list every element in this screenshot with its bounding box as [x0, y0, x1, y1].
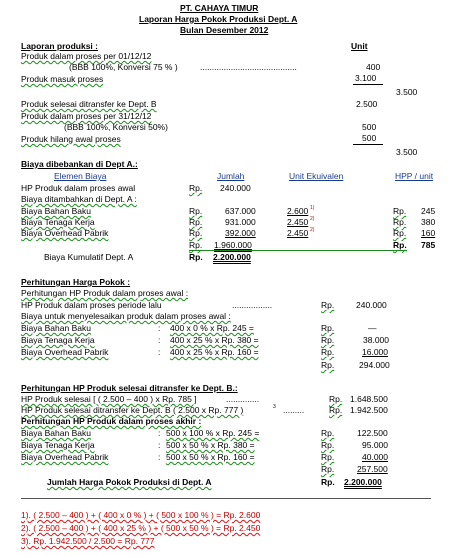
rule — [189, 250, 407, 251]
calc-total: 294.000 — [359, 360, 390, 370]
rp: Rp. — [393, 206, 407, 216]
grand-total-value: 2.200.000 — [344, 477, 382, 487]
report-period: Bulan Desember 2012 — [180, 25, 269, 35]
transfer-row-expr: 500 x 50 % x Rp. 380 = — [166, 440, 255, 450]
colon: : — [158, 428, 161, 438]
footnote: 3). Rp. 1.942.500 / 2.500 = Rp. 777 — [21, 536, 155, 546]
cost-row-hpp: 245 — [421, 206, 436, 216]
calc-row-expr: 400 x 0 % x Rp. 245 = — [170, 323, 254, 333]
calc-row-label: Biaya Tenaga Kerja — [21, 335, 95, 345]
transferred-value: 2.500 — [356, 99, 378, 109]
rp: Rp. — [189, 240, 203, 250]
wip-end-value: 500 — [362, 122, 377, 132]
cost-row-label: Biaya Bahan Baku — [21, 206, 91, 216]
rp: Rp. — [393, 217, 407, 227]
transfer-line1-value: 1.648.500 — [350, 394, 388, 404]
colon: : — [158, 335, 161, 345]
transfer-row-label: Biaya Tenaga Kerja — [21, 440, 95, 450]
col-units: Unit Ekuivalen — [289, 171, 344, 181]
production-heading: Laporan produksi : — [21, 41, 98, 51]
calc-row-label: Biaya Bahan Baku — [21, 323, 91, 333]
rp: Rp. — [321, 477, 335, 487]
transfer-line2: HP Produk selesai ditransfer ke Dept. B ( 2.500 x Rp. 777 ) — [21, 405, 244, 415]
calc-row-value: 16.000 — [362, 347, 388, 357]
unit-header: Unit — [351, 41, 368, 51]
col-total: Jumlah — [217, 171, 245, 181]
calc-row-expr: 400 x 25 % x Rp. 160 = — [170, 347, 259, 357]
transfer-line2-value: 1.942.500 — [350, 405, 388, 415]
rp: Rp. — [189, 206, 203, 216]
cost-row-units: 2.600 — [287, 206, 309, 216]
lost-value: 500 — [362, 133, 377, 143]
calc-row-value: — — [368, 323, 377, 333]
rp: Rp. — [321, 335, 335, 345]
cost-row-hpp: 380 — [421, 217, 436, 227]
colon: : — [158, 323, 161, 333]
cost-row-units: 2.450 — [287, 228, 309, 238]
rp: Rp. — [189, 228, 203, 238]
dots: ................. — [232, 300, 273, 310]
calc-heading: Perhitungan Harga Pokok : — [21, 277, 131, 287]
cost-row-hpp: 160 — [421, 228, 436, 238]
rule — [353, 84, 383, 85]
wip-end-detail: (BBB 100%, Konversi 50%) — [64, 122, 168, 132]
rp: Rp. — [189, 183, 203, 193]
rp: Rp. — [321, 464, 335, 474]
wip-begin-value: 400 — [366, 62, 381, 72]
rp: Rp. — [393, 228, 407, 238]
transfer-row-label: Biaya Bahan Baku — [21, 428, 91, 438]
total-output: 3.500 — [396, 147, 418, 157]
rp: Rp. — [321, 452, 335, 462]
calc-row-expr: 400 x 25 % x Rp. 380 = — [170, 335, 259, 345]
entered-value: 3.100 — [355, 73, 377, 83]
report-title: Laporan Harga Pokok Produksi Dept. A — [139, 14, 298, 24]
dots: ......... — [283, 405, 305, 415]
col-hpp: HPP / unit — [395, 171, 434, 181]
transfer-row-value: 122.500 — [357, 428, 388, 438]
divider — [21, 498, 431, 499]
transferred-label: Produk selesai ditransfer ke Dept. B — [21, 99, 157, 109]
dots: .............. — [226, 394, 260, 404]
cumulative-label: Biaya Kumulatif Dept. A — [44, 252, 134, 262]
subtotal-value: 1.960.000 — [214, 240, 252, 250]
transfer-row-expr: 500 x 50 % x Rp. 160 = — [166, 452, 255, 462]
cost-row-units: 2.450 — [287, 217, 309, 227]
cost-row-amount: 931.000 — [225, 217, 256, 227]
grand-total-label: Jumlah Harga Pokok Produksi di Dept. A — [47, 477, 212, 487]
rp: Rp. — [189, 252, 203, 262]
entered-label: Produk masuk proses — [21, 74, 104, 84]
colon: : — [158, 347, 161, 357]
rp: Rp. — [189, 217, 203, 227]
company-name: PT. CAHAYA TIMUR — [180, 3, 259, 13]
rp: Rp. — [393, 240, 407, 250]
transfer-row-expr: 500 x 100 % x Rp. 245 = — [166, 428, 260, 438]
cost-row-amount: 392.000 — [225, 228, 256, 238]
rp: Rp. — [321, 428, 335, 438]
rp: Rp. — [321, 347, 335, 357]
calc-row-value: 38.000 — [363, 335, 389, 345]
added-label: Biaya ditambahkan di Dept. A : — [21, 194, 137, 204]
wip-begin-label: Produk dalam proses per 01/12/12 — [21, 51, 152, 61]
note-ref: 2) — [310, 216, 315, 222]
cost-row-label: Biaya Overhead Pabrik — [21, 228, 109, 238]
cost-row-label: Biaya Tenaga Kerja — [21, 217, 95, 227]
wip-begin-detail: (BBB 100%, Konversi 75 % ) — [69, 62, 178, 72]
rp: Rp. — [321, 360, 335, 370]
footnote: 1). ( 2.500 – 400 ) + ( 400 x 0 % ) + ( 500 x 100 % ) = Rp. 2.600 — [21, 510, 261, 520]
transfer-row-value: 95.000 — [362, 440, 388, 450]
colon: : — [158, 452, 161, 462]
rp: Rp. — [329, 405, 343, 415]
transfer-line1: HP Produk selesai [ ( 2.500 – 400 ) x Rp. 785 ] — [21, 394, 197, 404]
calc-line2: Biaya untuk menyelesaikan produk dalam proses awal : — [21, 311, 231, 321]
dots: ......................................... — [200, 62, 297, 72]
note-ref: 2) — [310, 227, 315, 233]
hp-wip-value: 240.000 — [220, 183, 251, 193]
rp: Rp. — [321, 323, 335, 333]
footnote: 2). ( 2.500 – 400 ) + ( 400 x 25 % ) + ( 500 x 50 % ) = Rp. 2.450 — [21, 523, 261, 533]
transfer-sub: Perhitungan HP Produk dalam proses akhir : — [21, 416, 202, 426]
wip-end-label: Produk dalam proses per 31/12/12 — [21, 111, 152, 121]
calc-sub1: Perhitungan HP Produk dalam proses awal : — [21, 288, 189, 298]
rule — [353, 144, 383, 145]
calc-line1-value: 240.000 — [356, 300, 387, 310]
note-ref: 1) — [310, 205, 315, 211]
hpp-total: 785 — [421, 240, 436, 250]
colon: : — [158, 440, 161, 450]
col-element: Elemen Biaya — [54, 171, 107, 181]
transfer-subtotal: 257.500 — [357, 464, 388, 474]
note-ref: 3 — [273, 404, 276, 410]
cumulative-value: 2.200.000 — [213, 252, 251, 262]
costs-heading: Biaya dibebankan di Dept A.: — [21, 159, 138, 169]
cost-row-amount: 637.000 — [225, 206, 256, 216]
total-input: 3.500 — [396, 87, 418, 97]
transfer-row-value: 40.000 — [362, 452, 388, 462]
hp-wip-label: HP Produk dalam proses awal — [21, 183, 136, 193]
lost-label: Produk hilang awal proses — [21, 134, 121, 144]
calc-line1: HP Produk dalam proses periode lalu — [21, 300, 162, 310]
rp: Rp. — [321, 300, 335, 310]
transfer-row-label: Biaya Overhead Pabrik — [21, 452, 109, 462]
rp: Rp. — [329, 394, 343, 404]
rp: Rp. — [321, 440, 335, 450]
calc-row-label: Biaya Overhead Pabrik — [21, 347, 109, 357]
transfer-heading: Perhitungan HP Produk selesai ditransfer ke Dept. B.: — [21, 383, 238, 393]
